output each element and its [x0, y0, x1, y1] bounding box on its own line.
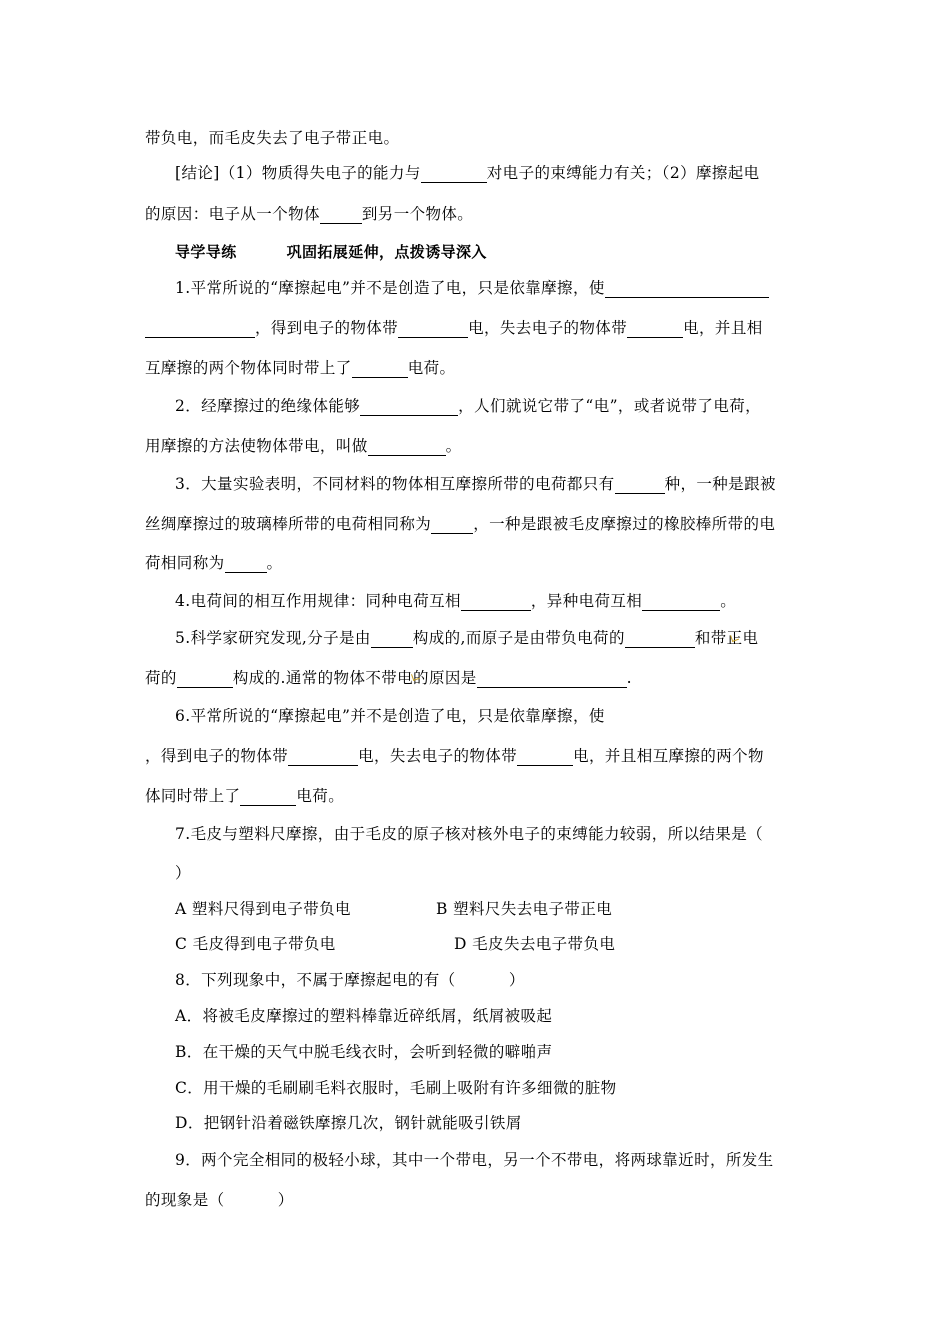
question-7-cont	[175, 863, 191, 883]
question-5	[175, 628, 758, 648]
fill-blank[interactable]	[371, 631, 413, 648]
text: [结论]（1）物质得失电子的能力与	[175, 164, 421, 182]
question-7	[175, 824, 763, 844]
fill-blank[interactable]	[368, 439, 446, 456]
option-text: A．将被毛皮摩擦过的塑料棒靠近碎纸屑，纸屑被吸起	[175, 1007, 553, 1025]
option-d[interactable]	[454, 934, 615, 954]
fill-blank[interactable]	[517, 749, 573, 766]
text: 到另一个物体。	[361, 205, 474, 223]
question-6-cont	[145, 746, 764, 766]
question-2-cont	[145, 436, 462, 456]
fill-blank[interactable]	[642, 594, 720, 611]
text: 。	[266, 554, 283, 572]
fill-blank[interactable]	[177, 671, 233, 688]
option-text: A 塑料尺得到电子带负电	[175, 900, 351, 918]
fill-blank[interactable]	[360, 399, 458, 416]
conclusion-line	[175, 163, 760, 183]
text: 荷相同称为	[145, 554, 225, 572]
text: .	[626, 669, 632, 687]
heading-text: 导学导练	[175, 243, 237, 261]
option-d[interactable]	[175, 1113, 522, 1133]
option-c[interactable]	[175, 1078, 617, 1098]
fill-blank[interactable]	[625, 631, 695, 648]
question-5-cont	[145, 668, 632, 688]
text: 4.电荷间的相互作用规律：同种电荷互相	[175, 592, 461, 610]
option-a[interactable]	[175, 1006, 552, 1026]
question-3-cont	[145, 553, 282, 573]
question-6-cont	[145, 786, 344, 806]
fill-blank[interactable]	[431, 517, 473, 534]
fill-blank[interactable]	[240, 789, 296, 806]
text: 的现象是（ ）	[145, 1191, 294, 1209]
text: 电，失去电子的物体带	[468, 319, 628, 337]
option-a[interactable]	[175, 899, 351, 919]
option-text: B 塑料尺失去电子带正电	[436, 900, 613, 918]
text: ，异种电荷互相	[530, 592, 643, 610]
text: 电，并且相	[683, 319, 763, 337]
option-text: C．用干燥的毛刷刷毛料衣服时，毛刷上吸附有许多细微的脏物	[175, 1079, 617, 1097]
text: 。	[720, 592, 737, 610]
question-4	[175, 591, 736, 611]
option-b[interactable]	[436, 899, 612, 919]
fill-blank[interactable]	[461, 594, 531, 611]
text: 5.科学家研究发现,分子是由	[175, 629, 371, 647]
question-1	[175, 278, 769, 298]
option-c[interactable]	[175, 934, 336, 954]
text: ，得到电子的物体带	[255, 319, 399, 337]
text: 的原因：电子从一个物体	[145, 205, 320, 223]
option-text: D．把钢针沿着磁铁摩擦几次，钢针就能吸引铁屑	[175, 1114, 522, 1132]
text: 3．大量实验表明，不同材料的物体相互摩擦所带的电荷都只有	[175, 475, 615, 493]
fill-blank[interactable]	[288, 749, 358, 766]
text: ，人们就说它带了“电”，或者说带了电荷，	[458, 397, 762, 415]
text: 2．经摩擦过的绝缘体能够	[175, 397, 361, 415]
text: 构成的,而原子是由带负电荷的	[412, 629, 625, 647]
fill-blank[interactable]	[320, 207, 362, 224]
option-text: B．在干燥的天气中脱毛线衣时，会听到轻微的噼啪声	[175, 1043, 553, 1061]
text-line	[145, 128, 399, 148]
text: 互摩擦的两个物体同时带上了	[145, 359, 352, 377]
option-b[interactable]	[175, 1042, 553, 1062]
text: 对电子的束缚能力有关；（2）摩擦起电	[486, 164, 760, 182]
conclusion-line	[145, 204, 473, 224]
text: 带负电，而毛皮失去了电子带正电。	[145, 129, 400, 147]
text: ，得到电子的物体带	[145, 747, 289, 765]
text: 电，失去电子的物体带	[358, 747, 518, 765]
text: ）	[175, 864, 191, 882]
fill-blank[interactable]	[352, 361, 408, 378]
text: 9．两个完全相同的极轻小球，其中一个带电，另一个不带电，将两球靠近时，所发生	[175, 1151, 774, 1169]
question-1-cont	[145, 358, 455, 378]
option-text: C 毛皮得到电子带负电	[175, 935, 336, 953]
section-heading	[175, 242, 487, 262]
text: 和带正电	[694, 629, 759, 647]
fill-blank[interactable]	[627, 321, 683, 338]
text: 8．下列现象中，不属于摩擦起电的有（ ）	[175, 971, 525, 989]
text: 1.平常所说的“摩擦起电”并不是创造了电，只是依靠摩擦，使	[175, 279, 605, 297]
text: 荷的	[145, 669, 177, 687]
text: 构成的.通常的物体不带电的原因是	[232, 669, 477, 687]
question-3	[175, 474, 776, 494]
question-9	[175, 1150, 774, 1170]
fill-blank[interactable]	[605, 281, 769, 298]
text: 6.平常所说的“摩擦起电”并不是创造了电，只是依靠摩擦，使	[175, 707, 605, 725]
question-6	[175, 706, 605, 726]
fill-blank[interactable]	[615, 477, 665, 494]
text: 种，一种是跟被	[664, 475, 776, 493]
text: 电，并且相互摩擦的两个物	[573, 747, 764, 765]
text: ，一种是跟被毛皮摩擦过的橡胶棒所带的电	[473, 515, 776, 533]
fill-blank[interactable]	[421, 166, 487, 183]
text: 7.毛皮与塑料尺摩擦，由于毛皮的原子核对核外电子的束缚能力较弱，所以结果是（	[175, 825, 763, 843]
question-8	[175, 970, 525, 990]
fill-blank[interactable]	[477, 671, 627, 688]
question-3-cont	[145, 514, 775, 534]
fill-blank[interactable]	[398, 321, 468, 338]
question-9-cont	[145, 1190, 294, 1210]
text: 电荷。	[296, 787, 345, 805]
question-1-cont	[145, 318, 763, 338]
text: 用摩擦的方法使物体带电，叫做	[145, 437, 368, 455]
question-2	[175, 396, 761, 416]
text: 电荷。	[407, 359, 456, 377]
text: 丝绸摩擦过的玻璃棒所带的电荷相同称为	[145, 515, 432, 533]
text: 体同时带上了	[145, 787, 241, 805]
heading-text: 巩固拓展延伸，点拨诱导深入	[286, 243, 487, 261]
fill-blank[interactable]	[145, 321, 255, 338]
option-text: D 毛皮失去电子带负电	[454, 935, 616, 953]
text: 。	[445, 437, 462, 455]
fill-blank[interactable]	[225, 556, 267, 573]
